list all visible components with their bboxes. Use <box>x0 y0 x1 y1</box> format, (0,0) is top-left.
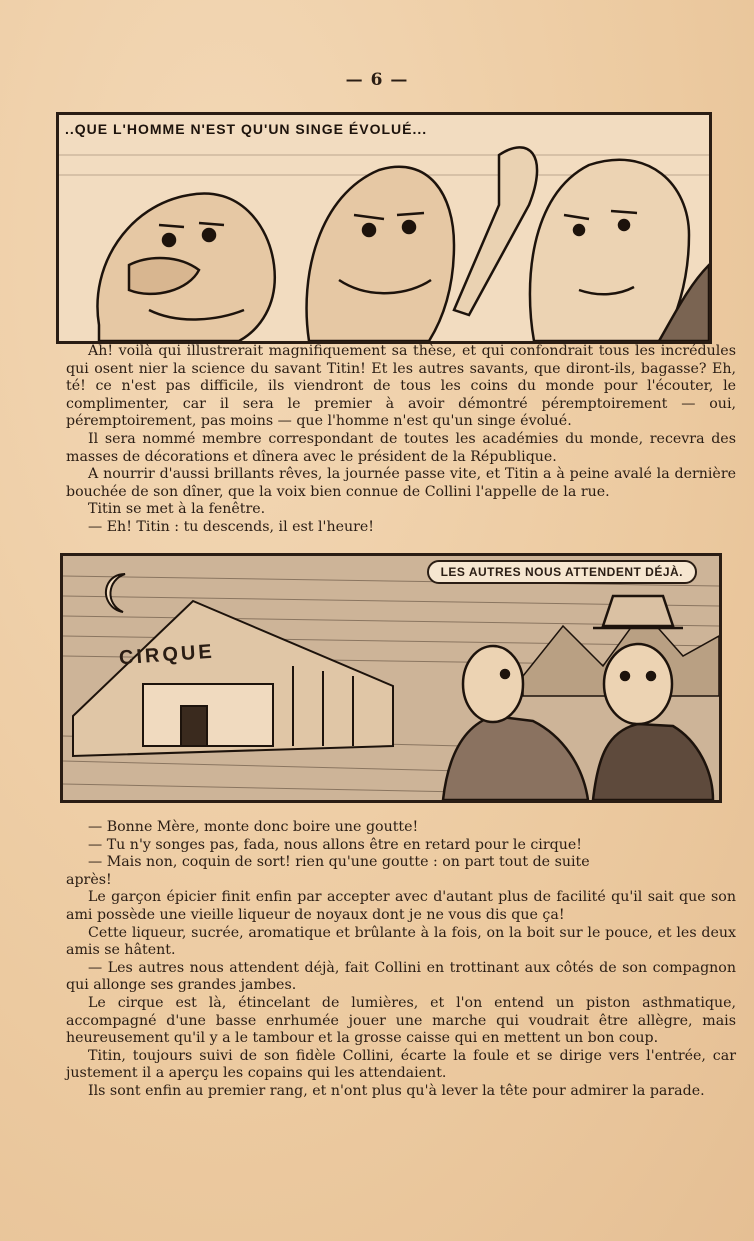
paragraph: — Bonne Mère, monte donc boire une goutte! <box>88 819 419 835</box>
paragraph: Il sera nommé membre correspondant de toutes les académies du monde, recevra des masses de décorations et dînera avec le président de la République. <box>66 430 736 465</box>
paragraph: Titin se met à la fenêtre. <box>88 501 266 518</box>
paragraph: Ils sont enfin au premier rang, et n'ont plus qu'à lever la tête pour admirer la parade. <box>88 1082 705 1099</box>
panel-caption: ..QUE L'HOMME N'EST QU'UN SINGE ÉVOLUÉ... <box>65 121 428 137</box>
paragraph: Ah! voilà qui illustrerait magnifiquement sa thèse, et qui confondrait tous les incrédules qui osent nier la science du savant Titin! Et les autres savants, que diront-ils, bagasse? Eh, té! ce n'est pas difficile, ils viendront de tous les coins du monde pour l'écouter, le complimenter, car il sera le premier à avoir démontré péremptoirement — oui, péremptoirement, pas moins — que l'homme n'est qu'un singe évolué. <box>66 343 736 430</box>
text-block-bottom <box>66 819 736 1101</box>
paragraph: Le garçon épicier finit enfin par accepter avec d'autant plus de facilité qu'il sait que son ami possède une vieille liqueur de noyaux dont je ne vous dis que ça! <box>66 889 736 923</box>
page-number: — 6 — <box>345 70 409 90</box>
text-block-top <box>66 343 736 537</box>
paragraph: après! <box>66 871 112 888</box>
paragraph: Titin, toujours suivi de son fidèle Collini, écarte la foule et se dirige vers l'entrée, car justement il a aperçu les copains qui les attendaient. <box>66 1047 736 1082</box>
illustration-evolution <box>56 112 712 344</box>
circus-sign: CIRQUE <box>118 640 216 670</box>
paragraph: — Eh! Titin : tu descends, il est l'heure! <box>88 518 375 535</box>
paragraph: Cette liqueur, sucrée, aromatique et brûlante à la fois, on la boit sur le pouce, et les deux amis se hâtent. <box>66 924 736 959</box>
paragraph: Le cirque est là, étincelant de lumières, et l'on entend un piston asthmatique, accompagné d'une basse enrhumée jouer une marche qui voudrait être allègre, mais heureusement qu'il y a le tambour et la grosse caisse qui en mettent un bon coup. <box>66 994 736 1047</box>
paragraph: — Mais non, coquin de sort! rien qu'une goutte : on part tout de suite <box>88 854 590 871</box>
speech-bubble: LES AUTRES NOUS ATTENDENT DÉJÀ. <box>427 560 697 584</box>
circus-drawing <box>63 556 719 800</box>
paragraph: A nourrir d'aussi brillants rêves, la journée passe vite, et Titin a à peine avalé la dernière bouchée de son dîner, que la voix bien connue de Collini l'appelle de la rue. <box>66 466 736 500</box>
illustration-circus <box>60 553 722 803</box>
evolution-drawing <box>59 115 709 341</box>
paragraph: — Les autres nous attendent déjà, fait Collini en trottinant aux côtés de son compagnon qui allonge ses grandes jambes. <box>66 959 736 994</box>
paragraph: — Tu n'y songes pas, fada, nous allons être en retard pour le cirque! <box>88 836 582 853</box>
